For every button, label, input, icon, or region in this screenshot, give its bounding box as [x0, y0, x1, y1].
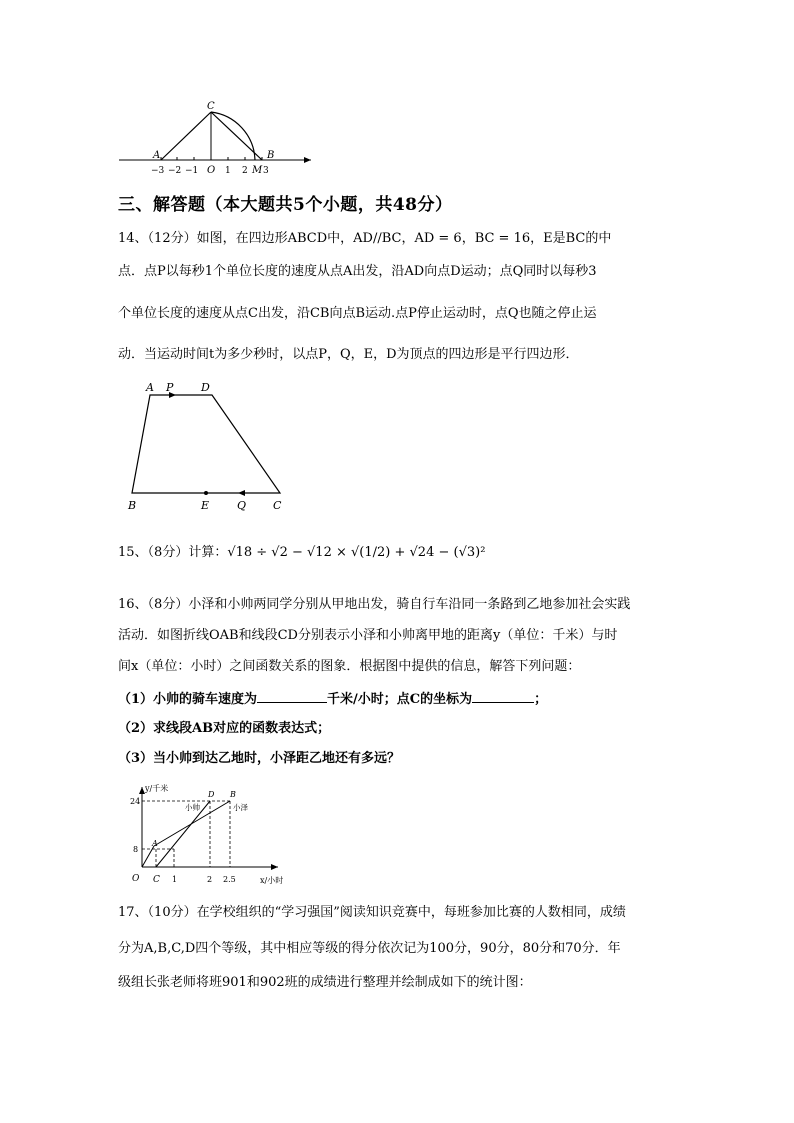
graph-label-c: C [153, 875, 160, 885]
q16-sub1-middle: 千米/小时；点C的坐标为 [327, 692, 473, 707]
y-axis-label: y/千米 [145, 784, 169, 793]
q16-sub1-start: （1）小帅的骑车速度为 [118, 692, 258, 707]
q13-label-o: O [207, 165, 216, 176]
q13-label-a: A [153, 150, 161, 161]
q13-tick: 3 [263, 166, 269, 176]
q13-label-m: M [252, 165, 263, 176]
q16-subquestion-2: （2）求线段AB对应的函数表达式； [118, 721, 331, 736]
q16-line-2: 活动．如图折线OAB和线段CD分别表示小泽和小帅离甲地的距离y（单位：千米）与时 [118, 628, 618, 643]
q14-label-a: A [146, 381, 154, 394]
q13-tick: −2 [168, 166, 182, 176]
q13-label-b: B [267, 150, 275, 161]
q14-trapezoid-figure [120, 378, 290, 514]
y-tick-24: 24 [130, 797, 141, 806]
q14-line-1: 14、（12分）如图，在四边形ABCD中，AD//BC，AD = 6，BC = 16，E是BC的中 [118, 231, 612, 246]
q13-figure [115, 100, 315, 180]
q15-prefix: 15、（8分）计算： [118, 545, 228, 560]
answer-blank-point-c[interactable] [472, 690, 534, 703]
q14-label-d: D [201, 381, 210, 394]
q13-tick: 2 [242, 166, 248, 176]
graph-label-d: D [208, 790, 215, 799]
q17-line-3: 级组长张老师将班901和902班的成绩进行整理并绘制成如下的统计图： [118, 975, 532, 990]
q16-graph [128, 783, 288, 891]
q14-label-p: P [166, 381, 174, 394]
q14-label-c: C [273, 499, 282, 512]
q16-subquestion-3: （3）当小帅到达乙地时，小泽距乙地还有多远？ [118, 751, 401, 766]
series-label-xiaoshuai: 小帅 [185, 803, 200, 812]
q16-sub1-end: ； [534, 692, 548, 707]
origin-label: O [132, 874, 140, 884]
q15-line [118, 545, 485, 561]
q14-label-e: E [201, 499, 210, 512]
section-title: 三、解答题（本大题共5个小题，共48分） [118, 195, 453, 215]
q13-tick: −3 [151, 166, 165, 176]
answer-blank-speed[interactable] [257, 690, 327, 703]
q16-subquestion-1 [118, 690, 547, 708]
q13-label-c: C [207, 101, 215, 112]
x-tick-2: 2 [207, 875, 213, 884]
q13-tick: 1 [225, 166, 231, 176]
q13-tick: −1 [185, 166, 199, 176]
q17-line-1: 17、（10分）在学校组织的“学习强国”阅读知识竞赛中，每班参加比赛的人数相同，成绩 [118, 905, 626, 920]
q14-label-q: Q [237, 499, 247, 512]
q16-line-3: 间x（单位：小时）之间函数关系的图象．根据图中提供的信息，解答下列问题： [118, 659, 581, 674]
q14-line-3: 个单位长度的速度从点C出发，沿CB向点B运动.点P停止运动时，点Q也随之停止运 [118, 306, 597, 321]
x-tick-2-5: 2.5 [223, 875, 236, 884]
series-label-xiaoze: 小泽 [233, 803, 248, 812]
q14-line-2: 点．点P以每秒1个单位长度的速度从点A出发，沿AD向点D运动；点Q同时以每秒3 [118, 264, 597, 279]
q14-line-4: 动．当运动时间t为多少秒时，以点P，Q，E，D为顶点的四边形是平行四边形． [118, 347, 579, 362]
x-axis-label: x/小时 [260, 876, 284, 885]
q17-line-2: 分为A,B,C,D四个等级，其中相应等级的得分依次记为100分，90分，80分和70分．年 [118, 941, 621, 956]
graph-label-a: A [152, 839, 158, 848]
q14-label-b: B [128, 499, 137, 512]
graph-label-b: B [230, 790, 236, 799]
q16-line-1: 16、（8分）小泽和小帅两同学分别从甲地出发，骑自行车沿同一条路到乙地参加社会实践 [118, 597, 631, 612]
x-tick-1: 1 [172, 875, 178, 884]
y-tick-8: 8 [133, 845, 139, 854]
q15-formula: √18 ÷ √2 − √12 × √(1/2) + √24 − (√3)² [227, 545, 486, 560]
